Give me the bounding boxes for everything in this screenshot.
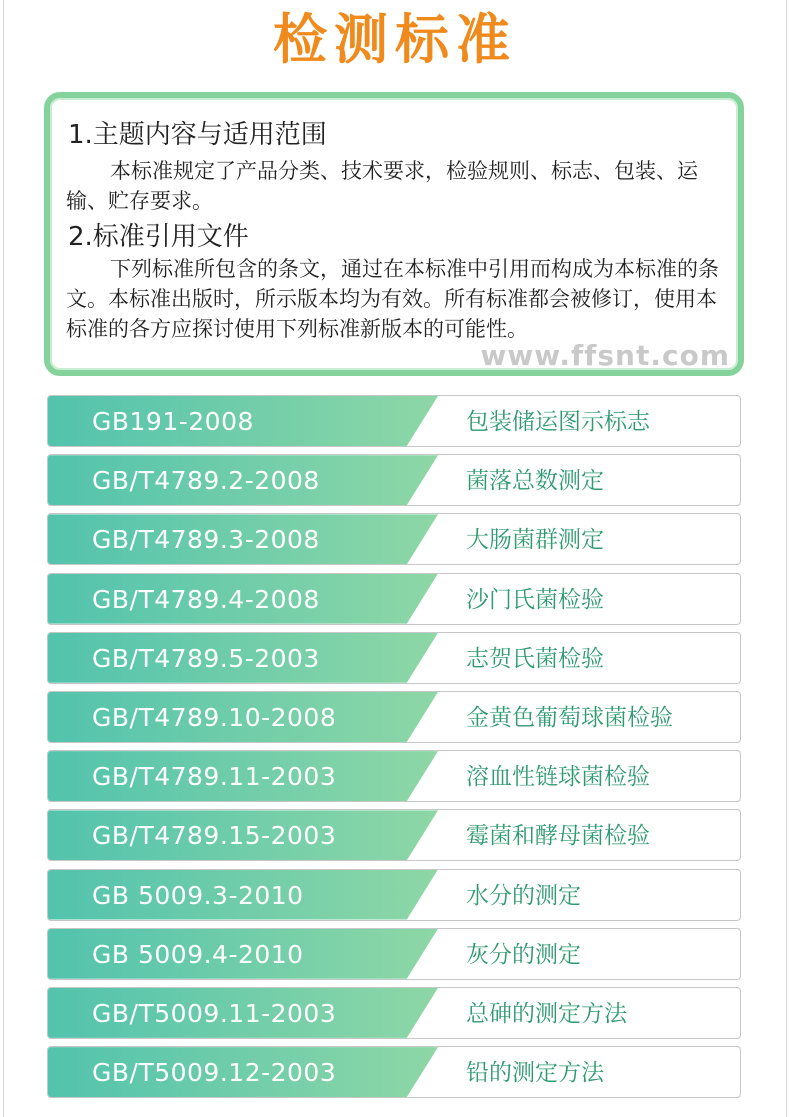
section-2-body: 下列标准所包含的条文，通过在本标准中引用而构成为本标准的条文。本标准出版时，所示版本均为有效。所有标准都会被修订，使用本标准的各方应探讨使用下列标准新版本的可能性。 — [66, 257, 719, 341]
standard-row — [47, 454, 741, 506]
section-2-heading: 2.标准引用文件 — [68, 222, 249, 252]
standard-row — [47, 987, 741, 1039]
standard-code: GB/T4789.5-2003 — [92, 643, 320, 673]
standard-row — [47, 869, 741, 921]
standard-row — [47, 691, 741, 743]
standard-code: GB/T4789.15-2003 — [92, 821, 337, 851]
standard-code: GB/T4789.4-2008 — [92, 584, 320, 614]
standard-code: GB/T4789.2-2008 — [92, 466, 320, 496]
standard-name: 溶血性链球菌检验 — [466, 764, 650, 791]
standard-row — [47, 928, 741, 980]
standard-name: 总砷的测定方法 — [466, 1000, 627, 1027]
standard-row — [47, 513, 741, 565]
standard-name: 沙门氏菌检验 — [466, 586, 604, 613]
page-title: 检测标准 — [273, 8, 517, 71]
standard-code: GB 5009.3-2010 — [92, 880, 304, 910]
standard-code: GB/T4789.10-2008 — [92, 702, 337, 732]
section-1-body: 本标准规定了产品分类、技术要求，检验规则、标志、包装、运输、贮存要求。 — [66, 159, 698, 213]
standard-code: GB/T4789.3-2008 — [92, 525, 320, 555]
standard-row — [47, 395, 741, 447]
standard-code: GB 5009.4-2010 — [92, 939, 304, 969]
standard-row — [47, 573, 741, 625]
standard-code: GB/T5009.11-2003 — [92, 998, 337, 1028]
standard-row — [47, 750, 741, 802]
standard-name: 水分的测定 — [466, 882, 581, 909]
standard-name: 包装储运图示标志 — [466, 409, 650, 435]
standard-name: 霉菌和酵母菌检验 — [466, 823, 650, 850]
standard-name: 金黄色葡萄球菌检验 — [466, 704, 673, 731]
standard-name: 志贺氏菌检验 — [466, 645, 604, 672]
standard-name: 大肠菌群测定 — [466, 527, 604, 554]
standard-row — [47, 632, 741, 684]
site-watermark: www.ffsnt.com — [480, 339, 730, 372]
left-border-line — [3, 0, 4, 1117]
standard-code: GB/T5009.12-2003 — [92, 1058, 337, 1088]
standards-list — [47, 395, 741, 1105]
standard-code: GB191-2008 — [92, 407, 254, 436]
standard-name: 灰分的测定 — [466, 941, 581, 968]
standard-name: 菌落总数测定 — [466, 468, 604, 495]
standard-code: GB/T4789.11-2003 — [92, 762, 337, 792]
right-border-line — [786, 0, 787, 1117]
standard-row — [47, 1046, 741, 1098]
section-1-heading: 1.主题内容与适用范围 — [68, 120, 327, 150]
scope-info-box — [44, 92, 744, 376]
standard-name: 铅的测定方法 — [466, 1060, 604, 1087]
standard-row — [47, 809, 741, 861]
